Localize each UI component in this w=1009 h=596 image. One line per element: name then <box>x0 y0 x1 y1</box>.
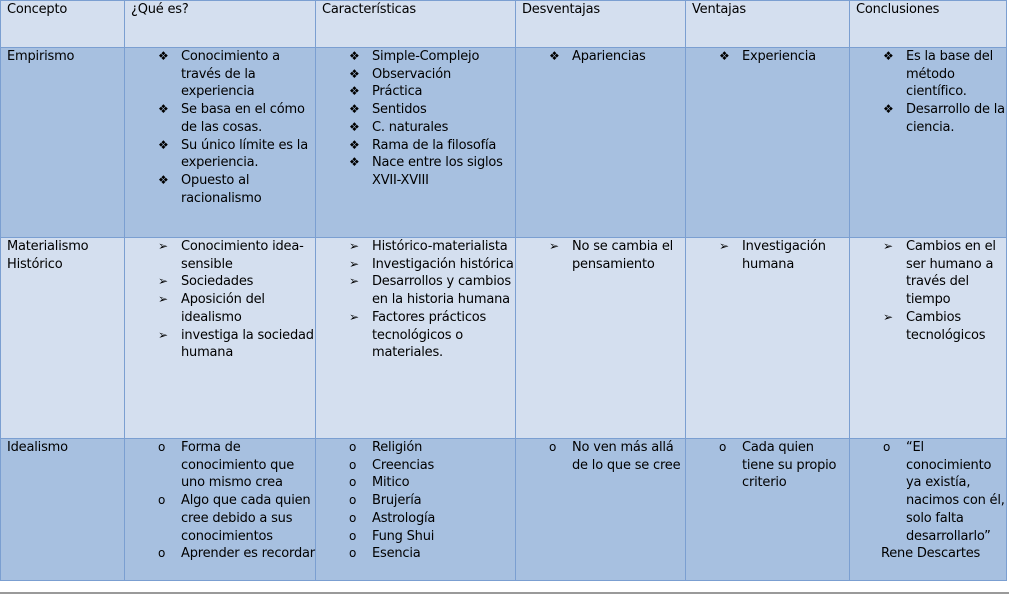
cell-que-es <box>125 238 316 439</box>
diamond-bullet-icon: ❖ <box>158 102 169 117</box>
arrow-bullet-icon: ➢ <box>349 274 359 289</box>
table-row-idealismo <box>1 439 1007 581</box>
list-item: ➢ Aposición del idealismo <box>158 292 265 325</box>
cell-concepto: Idealismo <box>1 439 125 581</box>
diamond-bullet-icon: ❖ <box>158 172 169 187</box>
bullet-list <box>692 48 849 66</box>
cell-conclusiones <box>850 238 1007 439</box>
list-item: ❖ Apariencias <box>549 49 646 64</box>
list-item: ➢ Cambios tecnológicos <box>883 309 986 343</box>
bullet-list <box>322 238 515 362</box>
cell-conclusiones <box>850 48 1007 238</box>
cell-ventajas <box>686 238 850 439</box>
circle-bullet-icon: o <box>349 510 357 525</box>
list-item: ❖ Es la base del método científico. <box>883 49 994 100</box>
cell-que-es <box>125 48 316 238</box>
arrow-bullet-icon: ➢ <box>158 292 168 307</box>
circle-bullet-icon: o <box>349 546 357 561</box>
list-item: ➢ Investigación humana <box>719 239 826 272</box>
circle-bullet-icon: o <box>158 546 166 561</box>
cell-caracteristicas <box>316 238 516 439</box>
bullet-list <box>131 48 315 207</box>
bullet-list <box>522 48 685 66</box>
diamond-bullet-icon: ❖ <box>158 49 169 63</box>
arrow-bullet-icon: ➢ <box>349 239 359 253</box>
list-item: ➢ investiga la sociedad humana <box>158 327 314 361</box>
list-item: ❖ Experiencia <box>719 49 816 64</box>
table-row-materialismo-historico <box>1 238 1007 439</box>
bullet-list <box>856 238 1006 344</box>
cell-ventajas <box>686 439 850 581</box>
bullet-list <box>856 48 1006 137</box>
circle-bullet-icon: o <box>349 440 357 454</box>
arrow-bullet-icon: ➢ <box>158 327 168 342</box>
diamond-bullet-icon: ❖ <box>549 49 560 63</box>
header-conclusiones: Conclusiones <box>850 1 1007 48</box>
header-concepto: Concepto <box>1 1 125 48</box>
bullet-list <box>522 439 685 474</box>
quote-author: Rene Descartes <box>881 546 981 562</box>
circle-bullet-icon: o <box>349 493 357 508</box>
list-item: o No ven más allá de lo que se cree <box>549 440 681 473</box>
cell-concepto: Empirismo <box>1 48 125 238</box>
bullet-list <box>692 439 849 492</box>
arrow-bullet-icon: ➢ <box>883 309 893 324</box>
circle-bullet-icon: o <box>349 475 357 490</box>
arrow-bullet-icon: ➢ <box>349 256 359 271</box>
list-item: ➢ Conocimiento idea-sensible <box>158 239 304 272</box>
diamond-bullet-icon: ❖ <box>719 49 730 63</box>
diamond-bullet-icon: ❖ <box>349 49 360 63</box>
list-item: ❖ Simple-Complejo <box>349 49 480 64</box>
bullet-list <box>131 439 315 563</box>
list-item: ➢ No se cambia el pensamiento <box>549 239 674 272</box>
circle-bullet-icon: o <box>349 528 357 543</box>
arrow-bullet-icon: ➢ <box>158 239 168 253</box>
list-item: ➢ Cambios en el ser humano a través del tiempo <box>883 239 996 308</box>
header-caracteristicas: Características <box>316 1 516 48</box>
cell-desventajas <box>516 238 686 439</box>
list-item: ❖ C. naturales <box>349 119 449 135</box>
diamond-bullet-icon: ❖ <box>349 137 360 152</box>
header-que-es: ¿Qué es? <box>125 1 316 48</box>
list-item: o Mitico <box>349 475 410 491</box>
list-item: o Creencias <box>349 457 435 473</box>
arrow-bullet-icon: ➢ <box>549 239 559 253</box>
header-row <box>1 1 1007 48</box>
bullet-list <box>322 48 515 190</box>
list-item: o Fung Shui <box>349 528 435 544</box>
circle-bullet-icon: o <box>349 457 357 472</box>
circle-bullet-icon: o <box>158 493 166 508</box>
list-item: ❖ Rama de la filosofía <box>349 137 497 153</box>
list-item: o Algo que cada quien cree debido a sus conocimientos <box>158 493 311 544</box>
list-item: ❖ Su único límite es la experiencia. <box>158 137 308 171</box>
list-item: ❖ Desarrollo de la ciencia. <box>883 102 1005 135</box>
cell-desventajas <box>516 48 686 238</box>
diamond-bullet-icon: ❖ <box>349 66 360 81</box>
list-item: ❖ Sentidos <box>349 102 427 118</box>
cell-caracteristicas <box>316 48 516 238</box>
list-item: ❖ Opuesto al racionalismo <box>158 172 262 206</box>
arrow-bullet-icon: ➢ <box>349 309 359 324</box>
bullet-list <box>856 439 1006 545</box>
list-item: ❖ Nace entre los siglos XVII-XVIII <box>349 155 503 188</box>
cell-concepto: Materialismo Histórico <box>1 238 125 439</box>
circle-bullet-icon: o <box>549 440 557 454</box>
cell-desventajas <box>516 439 686 581</box>
list-item: ➢ Desarrollos y cambios en la historia humana <box>349 274 511 308</box>
diamond-bullet-icon: ❖ <box>349 155 360 170</box>
list-item: ➢ Sociedades <box>158 274 254 290</box>
arrow-bullet-icon: ➢ <box>719 239 729 253</box>
list-item: o Religión <box>349 440 423 455</box>
arrow-bullet-icon: ➢ <box>158 274 168 289</box>
table-row-empirismo <box>1 48 1007 238</box>
list-item: o Astrología <box>349 510 436 526</box>
bullet-list <box>522 238 685 273</box>
circle-bullet-icon: o <box>719 440 727 454</box>
header-desventajas: Desventajas <box>516 1 686 48</box>
list-item: o Esencia <box>349 546 421 562</box>
bullet-list <box>322 439 515 563</box>
header-ventajas: Ventajas <box>686 1 850 48</box>
list-item: o Brujería <box>349 493 422 509</box>
bullet-list <box>131 238 315 362</box>
cell-ventajas <box>686 48 850 238</box>
cell-conclusiones <box>850 439 1007 581</box>
diamond-bullet-icon: ❖ <box>349 84 360 99</box>
list-item: o Cada quien tiene su propio criterio <box>719 440 837 491</box>
circle-bullet-icon: o <box>883 440 891 454</box>
cell-que-es <box>125 439 316 581</box>
circle-bullet-icon: o <box>158 440 166 454</box>
list-item: ❖ Conocimiento a través de la experiencia <box>158 49 280 100</box>
list-item: ➢ Factores prácticos tecnológicos o materiales. <box>349 309 487 361</box>
cell-caracteristicas <box>316 439 516 581</box>
page-divider <box>0 592 1009 594</box>
list-item: o Forma de conocimiento que uno mismo crea <box>158 440 295 491</box>
diamond-bullet-icon: ❖ <box>158 137 169 152</box>
list-item: o “El conocimiento ya existía, nacimos con él, solo falta desarrollarlo” <box>883 440 1005 544</box>
list-item: o Aprender es recordar <box>158 546 315 562</box>
diamond-bullet-icon: ❖ <box>883 102 894 117</box>
list-item: ❖ Observación <box>349 66 452 82</box>
diamond-bullet-icon: ❖ <box>349 119 360 134</box>
list-item: ❖ Práctica <box>349 84 423 100</box>
bullet-list <box>692 238 849 273</box>
list-item: ❖ Se basa en el cómo de las cosas. <box>158 102 305 135</box>
list-item: ➢ Histórico-materialista <box>349 239 508 254</box>
diamond-bullet-icon: ❖ <box>349 102 360 117</box>
diamond-bullet-icon: ❖ <box>883 49 894 63</box>
list-item: ➢ Investigación histórica <box>349 256 514 272</box>
arrow-bullet-icon: ➢ <box>883 239 893 253</box>
